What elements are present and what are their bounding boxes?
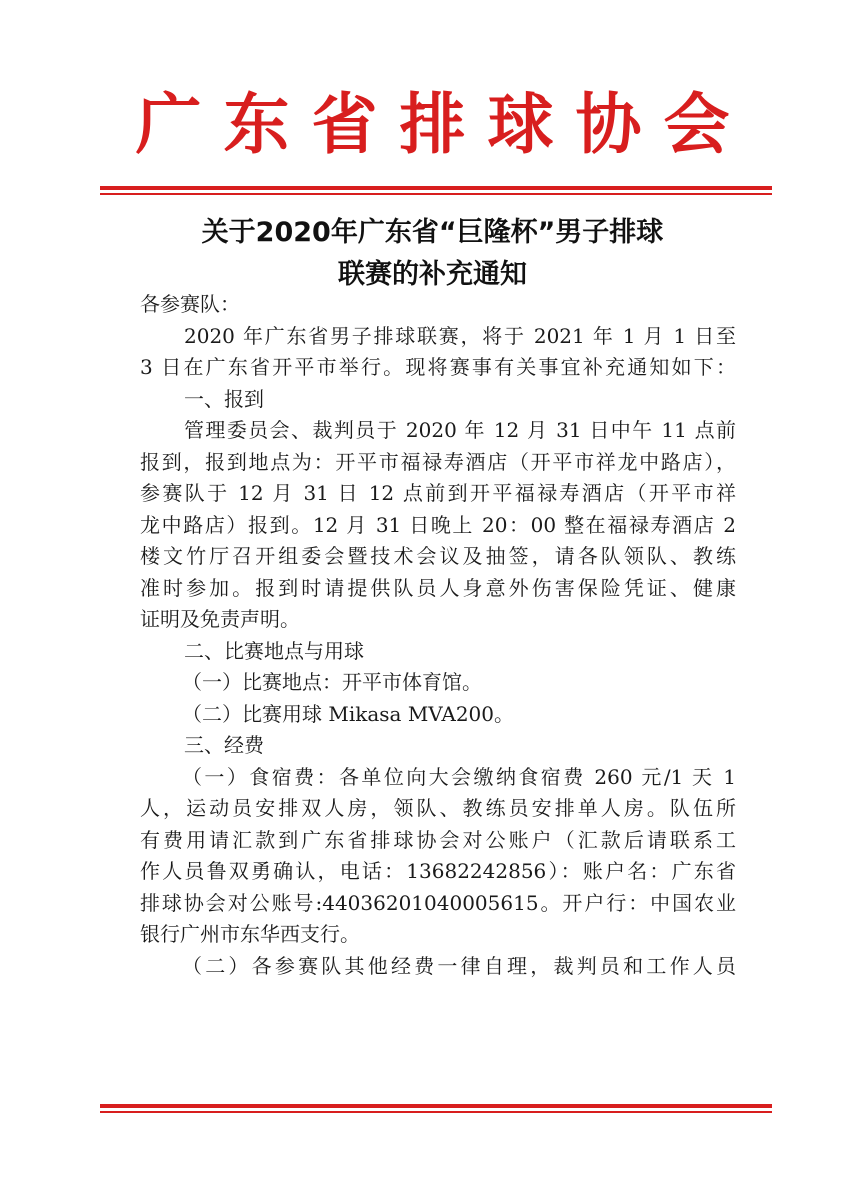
document-body	[140, 289, 736, 982]
body-line: （一）比赛地点：开平市体育馆。	[182, 670, 482, 694]
document-title-line-2: 联赛的补充通知	[338, 259, 527, 290]
body-line: 作人员鲁双勇确认，电话：13682242856）：账户名：广东省	[140, 859, 736, 883]
document-title-line-1: 关于2020年广东省“巨隆杯”男子排球	[201, 217, 664, 248]
body-line: 3 日在广东省开平市举行。现将赛事有关事宜补充通知如下：	[140, 355, 736, 379]
section-heading: 一、报到	[184, 386, 264, 411]
body-line: 龙中路店）报到。12 月 31 日晚上 20：00 整在福禄寿酒店 2	[140, 512, 736, 537]
footer-rule-thin	[100, 1111, 772, 1113]
body-line: 银行广州市东华西支行。	[140, 922, 360, 946]
header-rule-thick	[100, 186, 772, 190]
body-line: 排球协会对公账号:44036201040005615。开户行：中国农业	[140, 890, 736, 915]
body-line: 准时参加。报到时请提供队员人身意外伤害保险凭证、健康	[140, 575, 736, 600]
organization-header: 广东省排球协会	[135, 86, 752, 163]
footer-rule-thick	[100, 1104, 772, 1108]
body-line: 楼文竹厅召开组委会暨技术会议及抽签，请各队领队、教练	[140, 544, 736, 568]
section-heading: 二、比赛地点与用球	[184, 638, 364, 663]
body-line: 2020 年广东省男子排球联赛，将于 2021 年 1 月 1 日至	[184, 323, 736, 348]
header-rule-thin	[100, 193, 772, 195]
body-line: 管理委员会、裁判员于 2020 年 12 月 31 日中午 11 点前	[184, 418, 736, 442]
body-line: （二）比赛用球 Mikasa MVA200。	[182, 701, 515, 726]
section-heading: 三、经费	[184, 733, 264, 757]
body-line: 报到，报到地点为：开平市福禄寿酒店（开平市祥龙中路店），	[140, 449, 736, 474]
salutation: 各参赛队：	[140, 292, 240, 316]
body-line: （一）食宿费：各单位向大会缴纳食宿费 260 元/1 天 1	[182, 764, 736, 789]
body-line: 有费用请汇款到广东省排球协会对公账户（汇款后请联系工	[140, 827, 736, 852]
body-line: （二）各参赛队其他经费一律自理，裁判员和工作人员	[182, 953, 736, 978]
body-line: 证明及免责声明。	[140, 607, 300, 631]
body-line: 参赛队于 12 月 31 日 12 点前到开平福禄寿酒店（开平市祥	[140, 481, 736, 505]
body-line: 人，运动员安排双人房，领队、教练员安排单人房。队伍所	[140, 796, 736, 820]
